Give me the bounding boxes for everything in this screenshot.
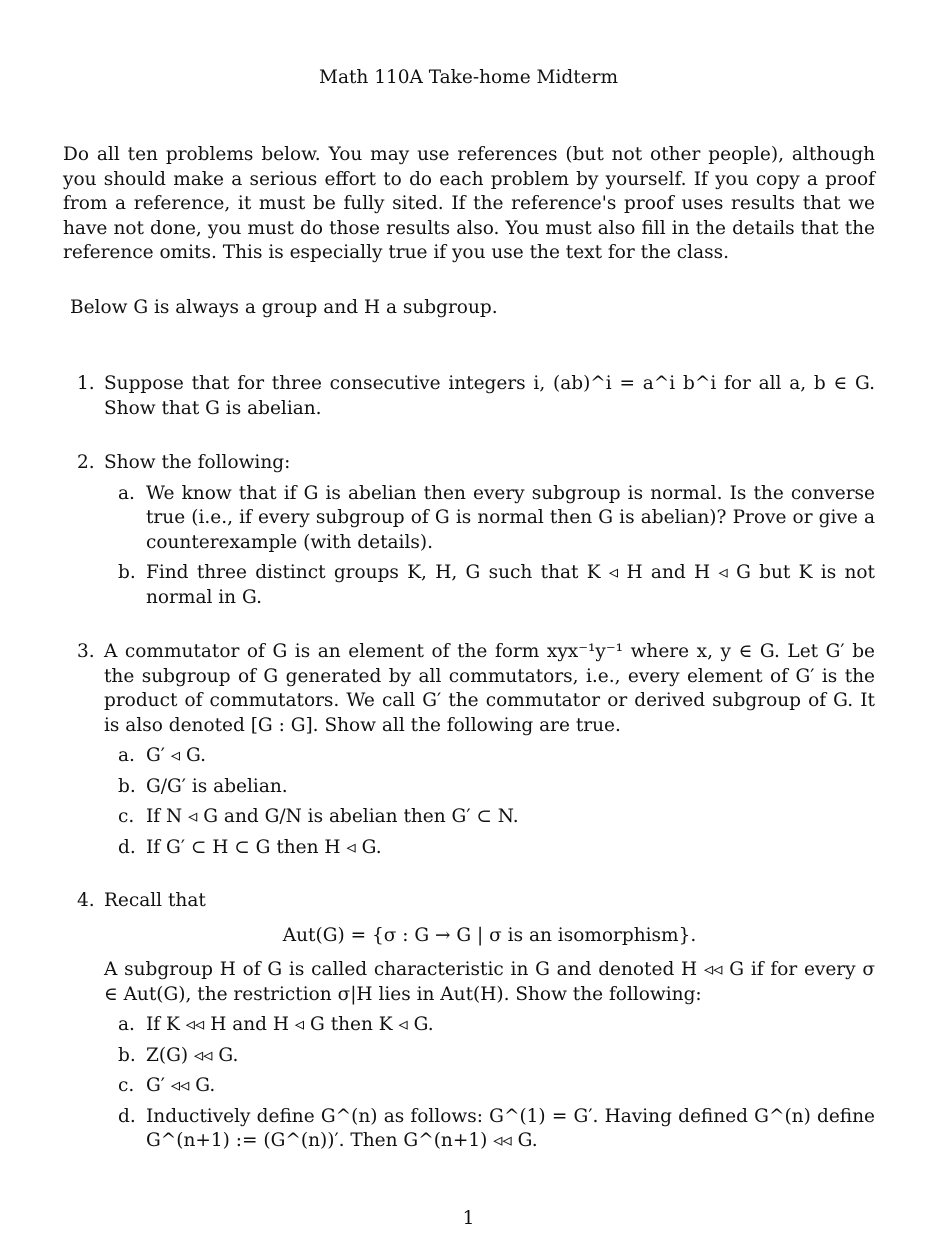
part-text: If G′ ⊂ H ⊂ G then H ◃ G. — [146, 836, 382, 858]
part-text: Inductively define G^(n) as follows: G^(1) = G′. Having defined G^(n) define G^(n+1) := (G^(n))′. Then G^(n+1) ◃◃ G. — [146, 1105, 875, 1151]
problem-3-part-c — [104, 805, 875, 830]
part-text: G′ ◃ G. — [146, 745, 207, 766]
problem-1-text: Suppose that for three consecutive integers i, (ab)^i = a^i b^i for all a, b ∈ G. Show that G is abelian. — [104, 373, 875, 419]
aut-definition-equation: Aut(G) = {σ : G → G | σ is an isomorphism}. — [282, 924, 697, 946]
part-label: b. — [118, 562, 136, 583]
problem-4-part-c — [104, 1074, 875, 1099]
problem-3-text: A commutator of G is an element of the form xyx⁻¹y⁻¹ where x, y ∈ G. Let G′ be the subgroup of G generated by all commutators, i.e., every element of G′ is the product of commutators. We call G′ the commutator or derived subgroup of G. It is also denoted [G : G]. Show all the following are true. — [104, 641, 875, 736]
problem-3-part-d — [104, 836, 875, 861]
problem-2 — [77, 451, 875, 610]
problem-number: 3. — [77, 641, 95, 662]
problem-4-part-a — [104, 1013, 875, 1038]
part-label: a. — [118, 1014, 135, 1035]
problem-number: 1. — [77, 373, 95, 394]
part-label: a. — [118, 482, 135, 504]
problem-1 — [77, 372, 875, 421]
problem-2-part-b — [104, 561, 875, 610]
problem-3 — [77, 640, 875, 860]
problem-3-part-a — [104, 744, 875, 769]
page-number: 1 — [462, 1208, 475, 1229]
assumptions-note: Below G is always a group and H a subgroup. — [70, 297, 498, 318]
part-label: d. — [118, 1105, 136, 1127]
problem-4-text: Recall that — [104, 890, 206, 911]
part-label: b. — [118, 1044, 136, 1066]
problem-4-part-b — [104, 1044, 875, 1069]
problem-number: 4. — [77, 890, 95, 911]
problem-4-part-d — [104, 1105, 875, 1154]
part-label: a. — [118, 745, 135, 766]
part-text: G′ ◃◃ G. — [146, 1075, 216, 1096]
part-text: Find three distinct groups K, H, G such that K ◃ H and H ◃ G but K is not normal in G. — [146, 562, 875, 608]
problem-number: 2. — [77, 452, 95, 473]
problem-2-text: Show the following: — [104, 452, 291, 473]
problem-4 — [77, 889, 875, 1154]
part-text: G/G′ is abelian. — [146, 775, 288, 797]
part-label: d. — [118, 836, 136, 858]
part-label: b. — [118, 775, 136, 797]
part-text: Z(G) ◃◃ G. — [146, 1044, 239, 1066]
problem-4-text-2: A subgroup H of G is called characteristic in G and denoted H ◃◃ G if for every σ ∈ Aut(G), the restriction σ|H lies in Aut(H). Show the following: — [104, 959, 875, 1005]
part-label: c. — [118, 1075, 135, 1096]
problem-2-part-a — [104, 482, 875, 556]
part-label: c. — [118, 806, 135, 827]
part-text: We know that if G is abelian then every subgroup is normal. Is the converse true (i.e., if every subgroup of G is normal then G is abelian)? Prove or give a counterexample (with details). — [146, 482, 875, 553]
problem-3-part-b — [104, 775, 875, 800]
instructions-paragraph: Do all ten problems below. You may use references (but not other people), although you should make a serious effort to do each problem by yourself. If you copy a proof from a reference, it must be fully sited. If the reference's proof uses results that we have not done, you must do those results also. You must also fill in the details that the reference omits. This is especially true if you use the text for the class. — [63, 144, 875, 263]
page-title: Math 110A Take-home Midterm — [319, 67, 618, 88]
part-text: If N ◃ G and G/N is abelian then G′ ⊂ N. — [146, 806, 519, 827]
part-text: If K ◃◃ H and H ◃ G then K ◃ G. — [146, 1014, 434, 1035]
